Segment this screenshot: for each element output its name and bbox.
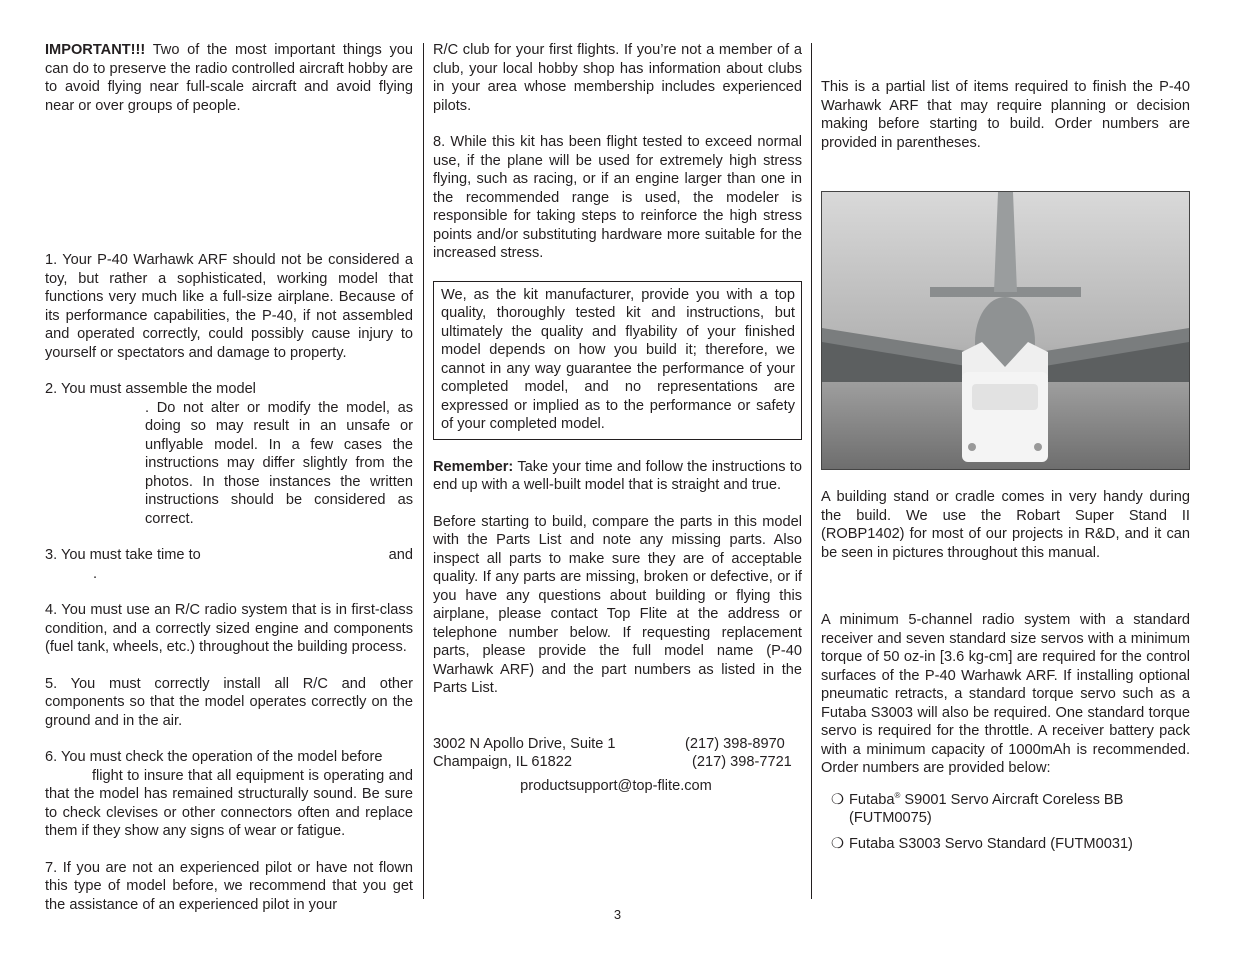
safety-item-1: 1. Your P-40 Warhawk ARF should not be considered a toy, but rather a sophisticated, working model that functions very much like a full-size airplane. Because of its performance capabilities, the P-40, if not assembled and operated correctly, could possibly cause injury to yourself or spectators and damage to property.: [45, 252, 413, 361]
airplane-on-stand-illustration: [822, 192, 1189, 469]
building-stand-text: A building stand or cradle comes in very handy during the build. We use the Robart Super Stand II (ROBP1402) for most of our projects in R&D, and it can be seen in pictures throughout this manual.: [821, 489, 1190, 561]
remember-text: Take your time and follow the instructions to end up with a well-built model that is straight and true.: [433, 458, 802, 493]
registered-mark: ®: [894, 790, 901, 800]
column-divider: [811, 43, 812, 899]
safety-item-5: 5. You must correctly install all R/C and other components so that the model operates correctly on the ground and in the air.: [45, 675, 413, 729]
safety-item-6-line1: 6. You must check the operation of the model before: [45, 749, 383, 765]
column-divider: [423, 43, 424, 899]
servo-item-1-text: S9001 Servo Aircraft Coreless BB (FUTM0075): [849, 791, 1124, 826]
middle-column: [433, 41, 802, 795]
important-label: IMPORTANT!!!: [45, 42, 146, 58]
checkbox-circle-icon: ❍: [831, 835, 845, 852]
support-email[interactable]: productsupport@top-flite.com: [520, 777, 712, 794]
address-line-1: 3002 N Apollo Drive, Suite 1: [433, 735, 616, 752]
right-column: [821, 41, 1190, 853]
remember-paragraph: [433, 458, 802, 495]
servo-list-item: [821, 791, 1190, 828]
safety-item-2-text: . Do not alter or modify the model, as doing so may result in an unsafe or unflyable model. In a few cases the instructions may differ slightly from the photos. In those instances the written instructions should be considered as correct.: [145, 399, 413, 527]
safety-item-7: 7. If you are not an experienced pilot or have not flown this type of model before, we recommend that you get the assistance of an experienced pilot in your: [45, 859, 413, 913]
safety-item-3-end: .: [93, 565, 98, 582]
disclaimer-box: [433, 281, 802, 440]
remember-label: Remember:: [433, 458, 514, 475]
safety-item-3: [45, 546, 413, 565]
safety-item-8: 8. While this kit has been flight tested to exceed normal use, if the plane will be used for extremely high stress flying, such as racing, or if an engine larger than one in the recommended range is used, the modeler is responsible for taking steps to reinforce the high stress points and/or substituting hardware more suitable for the increased stress.: [433, 134, 802, 261]
left-column: [45, 41, 413, 914]
phone-2: (217) 398-7721: [692, 753, 792, 770]
items-required-intro: This is a partial list of items required to finish the P-40 Warhawk ARF that may require planning or decision making before starting to build. Order numbers are provided in parentheses.: [821, 79, 1190, 151]
servo-list-item: [821, 835, 1190, 854]
page-number: 3: [613, 907, 622, 922]
phone-1: (217) 398-8970: [685, 735, 785, 752]
servo-item-2: Futaba S3003 Servo Standard (FUTM0031): [849, 835, 1133, 852]
safety-item-3-and: and: [388, 547, 413, 563]
address-line-2: Champaign, IL 61822: [433, 753, 573, 770]
safety-item-4: 4. You must use an R/C radio system that is in first-class condition, and a correctly sized engine and components (fuel tank, wheels, etc.) throughout the building process.: [45, 602, 413, 655]
safety-item-2-line1: 2. You must assemble the model: [45, 381, 256, 397]
servo-item-1: [849, 791, 1190, 828]
safety-item-6: flight to insure that all equipment is operating and that the model has remained structurally sound. Be sure to check clevises or other connectors often and replace them if they show any signs of wear or fatigue.: [45, 767, 413, 839]
radio-equipment-text: A minimum 5-channel radio system with a standard receiver and seven standard size servos with a minimum torque of 50 oz-in [3.6 kg-cm] are required for the control surfaces of the P-40 Warhawk ARF. If installing optional pneumatic retracts, a standard torque servo such as a Futaba S3003 will also be required. One standard torque servo is required for the throttle. A receiver battery pack with a minimum capacity of 1000mAh is recommended. Order numbers are provided below:: [821, 612, 1190, 776]
before-building-paragraph: Before starting to build, compare the parts in this model with the Parts List and note any missing parts. Also inspect all parts to make sure they are of acceptable quality. If any parts are missing, broken or defective, or if you have any questions about building or flying this airplane, please contact Top Flite at the address or telephone number below. If requesting replacement parts, please provide the full model name (P-40 Warhawk ARF) and the part numbers as listed in the Parts List.: [433, 513, 802, 696]
important-text: Two of the most important things you can do to preserve the radio controlled aircraft hobby are to avoid flying near full-scale aircraft and avoid flying near or over groups of people.: [45, 42, 413, 114]
safety-item-3-start: 3. You must take time to: [45, 547, 201, 563]
safety-item-7-continued: R/C club for your first flights. If you’re not a member of a club, your local hobby shop has information about clubs in your area whose membership includes experienced pilots.: [433, 42, 802, 114]
servo-item-1-brand: Futaba: [849, 791, 895, 808]
contact-address: [433, 735, 802, 772]
building-stand-photo: [821, 191, 1190, 470]
important-paragraph: [45, 41, 413, 115]
checkbox-circle-icon: ❍: [831, 791, 845, 808]
safety-item-2: [45, 399, 413, 529]
disclaimer-text: We, as the kit manufacturer, provide you with a top quality, thoroughly tested kit and instructions, but ultimately the quality and flyability of your finished model depends on how you build it; therefore, we cannot in any way guarantee the performance of your completed model, and no representations are expressed or implied as to the performance or safety of your completed model.: [441, 286, 795, 432]
